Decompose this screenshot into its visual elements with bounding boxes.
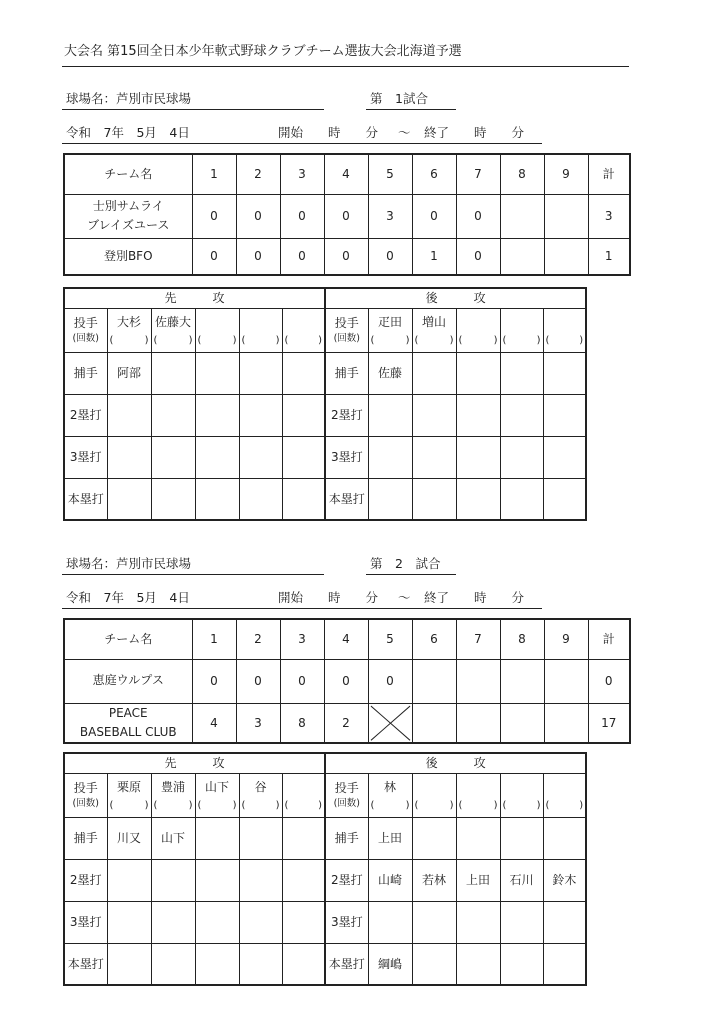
pitcher-row [64, 308, 586, 352]
pitcher-name [413, 778, 456, 798]
inning-score: 0 [456, 238, 500, 275]
pitcher-label-text: 投手 [73, 315, 98, 330]
venue-underline [62, 574, 324, 575]
innings-paren: ( ) [284, 799, 323, 811]
inning-header-2: 2 [236, 154, 280, 194]
player-cell: 山崎 [368, 859, 412, 901]
team-name-header: チーム名 [64, 619, 192, 659]
innings-paren: ( ) [153, 334, 193, 346]
double-label: 2塁打 [325, 859, 368, 901]
date-underline [62, 143, 542, 144]
top-team-label: 先 攻 [64, 288, 325, 308]
player-cell: 川又 [107, 817, 151, 859]
inning-score: 1 [412, 238, 456, 275]
player-cell [107, 394, 151, 436]
inning-header-1: 1 [192, 619, 236, 659]
triple-label: 3塁打 [325, 901, 368, 943]
player-cell [107, 901, 151, 943]
start-time: 開始 時 分 [278, 590, 379, 605]
inning-score: 0 [192, 659, 236, 703]
catcher-label: 捕手 [325, 352, 368, 394]
player-cell [543, 352, 586, 394]
double-row [64, 859, 586, 901]
inning-score [500, 238, 544, 275]
pitcher-cell [239, 308, 282, 352]
player-cell [195, 478, 239, 520]
player-cell [543, 478, 586, 520]
player-cell [456, 478, 500, 520]
player-cell [500, 901, 543, 943]
end-time: 終了 時 分 [424, 590, 525, 605]
tournament-title: 大会名 第15回全日本少年軟式野球クラブチーム選抜大会北海道予選 [64, 44, 462, 59]
player-cell [282, 859, 325, 901]
inning-score: 0 [324, 194, 368, 238]
player-cell: 鈴木 [543, 859, 586, 901]
innings-paren: ( ) [545, 799, 584, 811]
inning-score: 4 [192, 703, 236, 743]
player-cell [239, 859, 282, 901]
player-cell [412, 817, 456, 859]
player-cell [412, 478, 456, 520]
inning-score [544, 703, 588, 743]
player-cell [412, 901, 456, 943]
x-mark-icon [369, 704, 412, 742]
player-cell [151, 436, 195, 478]
double-label: 2塁打 [325, 394, 368, 436]
homer-row [64, 478, 586, 520]
lineup-table [63, 752, 587, 986]
player-cell [282, 394, 325, 436]
innings-paren: ( ) [109, 799, 149, 811]
catcher-row [64, 817, 586, 859]
player-cell [195, 943, 239, 985]
player-cell: 石川 [500, 859, 543, 901]
pitcher-cell [195, 773, 239, 817]
inning-score [412, 703, 456, 743]
player-cell [195, 859, 239, 901]
team-total: 0 [588, 659, 630, 703]
player-cell [543, 901, 586, 943]
homer-label: 本塁打 [325, 943, 368, 985]
pitcher-cell [282, 308, 325, 352]
team-total: 3 [588, 194, 630, 238]
pitcher-name [501, 313, 543, 333]
player-cell [412, 352, 456, 394]
inning-score: 0 [324, 238, 368, 275]
team-name: PEACE BASEBALL CLUB [64, 703, 192, 743]
scoreboard-table [63, 618, 631, 744]
pitcher-name: 林 [384, 779, 397, 794]
player-cell [239, 394, 282, 436]
inning-score: 0 [192, 194, 236, 238]
pitcher-cell [500, 773, 543, 817]
player-cell [151, 901, 195, 943]
pitcher-label [64, 773, 107, 817]
player-cell: 佐藤 [368, 352, 412, 394]
player-cell [500, 943, 543, 985]
player-cell [195, 352, 239, 394]
pitcher-label-text: 投手 [334, 780, 359, 795]
venue-label: 球場名：芦別市民球場 [66, 91, 192, 106]
innings-label-text: (回数) [72, 797, 99, 809]
inning-header-8: 8 [500, 154, 544, 194]
pitcher-label [325, 773, 368, 817]
player-cell [239, 436, 282, 478]
player-cell [500, 478, 543, 520]
player-cell [456, 901, 500, 943]
team-total: 17 [588, 703, 630, 743]
pitcher-name: 栗原 [116, 779, 141, 794]
player-cell [368, 394, 412, 436]
player-cell [368, 478, 412, 520]
inning-score [500, 194, 544, 238]
triple-row [64, 901, 586, 943]
venue-underline [62, 109, 324, 110]
team-name: 登別BFO [64, 238, 192, 275]
player-cell [500, 352, 543, 394]
total-header: 計 [588, 154, 630, 194]
pitcher-name [457, 778, 500, 798]
pitcher-label-text: 投手 [73, 780, 98, 795]
player-cell [239, 478, 282, 520]
player-cell [195, 901, 239, 943]
player-cell [412, 943, 456, 985]
player-cell [282, 817, 325, 859]
innings-paren: ( ) [284, 334, 323, 346]
pitcher-cell [412, 773, 456, 817]
pitcher-name: 佐藤大 [154, 314, 191, 329]
pitcher-name: 大杉 [116, 314, 141, 329]
pitcher-cell [500, 308, 543, 352]
inning-score [456, 703, 500, 743]
inning-header-4: 4 [324, 619, 368, 659]
inning-score [412, 659, 456, 703]
player-cell [543, 817, 586, 859]
innings-paren: ( ) [370, 334, 410, 346]
player-cell [282, 943, 325, 985]
pitcher-name [544, 778, 586, 798]
inning-score: 0 [368, 238, 412, 275]
player-cell [543, 394, 586, 436]
player-cell: 山下 [151, 817, 195, 859]
player-cell [107, 436, 151, 478]
pitcher-name: 疋田 [378, 314, 403, 329]
pitcher-cell [151, 773, 195, 817]
pitcher-name: 豊浦 [160, 779, 185, 794]
player-cell: 若林 [412, 859, 456, 901]
player-cell [456, 943, 500, 985]
innings-label-text: (回数) [333, 797, 360, 809]
innings-paren: ( ) [458, 334, 498, 346]
innings-paren: ( ) [241, 334, 280, 346]
innings-paren: ( ) [458, 799, 498, 811]
inning-header-6: 6 [412, 154, 456, 194]
pitcher-name [283, 313, 325, 333]
player-cell [151, 394, 195, 436]
innings-paren: ( ) [502, 334, 541, 346]
inning-score: 2 [324, 703, 368, 743]
innings-paren: ( ) [502, 799, 541, 811]
player-cell [195, 817, 239, 859]
pitcher-name: 増山 [422, 314, 447, 329]
player-cell [195, 436, 239, 478]
pitcher-cell [107, 308, 151, 352]
pitcher-name [283, 778, 325, 798]
inning-header-6: 6 [412, 619, 456, 659]
player-cell [456, 436, 500, 478]
score-header-row [64, 154, 630, 194]
inning-score: 0 [192, 238, 236, 275]
player-cell [151, 478, 195, 520]
pitcher-cell [543, 773, 586, 817]
player-cell [500, 394, 543, 436]
title-underline [62, 66, 629, 67]
catcher-label: 捕手 [325, 817, 368, 859]
player-cell [151, 859, 195, 901]
bottom-team-label: 後 攻 [325, 288, 586, 308]
inning-score: 0 [456, 194, 500, 238]
inning-header-7: 7 [456, 619, 500, 659]
inning-header-9: 9 [544, 154, 588, 194]
team-row [64, 194, 630, 238]
inning-score [500, 659, 544, 703]
homer-label: 本塁打 [64, 478, 107, 520]
player-cell [368, 436, 412, 478]
inning-score: 3 [368, 194, 412, 238]
inning-header-3: 3 [280, 154, 324, 194]
player-cell [151, 352, 195, 394]
double-label: 2塁打 [64, 859, 107, 901]
player-cell [195, 394, 239, 436]
innings-paren: ( ) [414, 334, 454, 346]
player-cell [239, 817, 282, 859]
inning-header-1: 1 [192, 154, 236, 194]
player-cell [107, 859, 151, 901]
lineup-table [63, 287, 587, 521]
player-cell [239, 352, 282, 394]
catcher-label: 捕手 [64, 817, 107, 859]
catcher-label: 捕手 [64, 352, 107, 394]
time-separator: ～ [398, 590, 411, 605]
team-row [64, 659, 630, 703]
inning-header-4: 4 [324, 154, 368, 194]
player-cell [543, 943, 586, 985]
team-total: 1 [588, 238, 630, 275]
game-number: 第 1試合 [370, 91, 428, 106]
inning-score: 0 [236, 194, 280, 238]
homer-label: 本塁打 [64, 943, 107, 985]
inning-score: 0 [368, 659, 412, 703]
team-row [64, 703, 630, 743]
player-cell [368, 901, 412, 943]
triple-label: 3塁打 [325, 436, 368, 478]
pitcher-cell [456, 308, 500, 352]
inning-score: 0 [324, 659, 368, 703]
player-cell [107, 943, 151, 985]
pitcher-name: 山下 [204, 779, 229, 794]
pitcher-label [325, 308, 368, 352]
pitcher-name [501, 778, 543, 798]
inning-score: 0 [280, 238, 324, 275]
innings-paren: ( ) [241, 799, 280, 811]
player-cell [412, 394, 456, 436]
inning-score [500, 703, 544, 743]
lineup-header-row [64, 288, 586, 308]
innings-paren: ( ) [153, 799, 193, 811]
inning-header-3: 3 [280, 619, 324, 659]
inning-header-7: 7 [456, 154, 500, 194]
pitcher-cell [151, 308, 195, 352]
score-header-row [64, 619, 630, 659]
player-cell [151, 943, 195, 985]
player-cell [543, 436, 586, 478]
innings-paren: ( ) [109, 334, 149, 346]
pitcher-label [64, 308, 107, 352]
player-cell: 上田 [456, 859, 500, 901]
inning-header-8: 8 [500, 619, 544, 659]
pitcher-cell [107, 773, 151, 817]
game-date: 令和 7年 5月 4日 [66, 125, 190, 140]
player-cell: 上田 [368, 817, 412, 859]
player-cell [500, 436, 543, 478]
pitcher-name [544, 313, 586, 333]
player-cell [282, 352, 325, 394]
homer-label: 本塁打 [325, 478, 368, 520]
scoreboard-table [63, 153, 631, 276]
end-time: 終了 時 分 [424, 125, 525, 140]
pitcher-cell [282, 773, 325, 817]
total-header: 計 [588, 619, 630, 659]
inning-score: 0 [280, 659, 324, 703]
inning-header-9: 9 [544, 619, 588, 659]
pitcher-name [196, 313, 239, 333]
inning-score: 0 [236, 238, 280, 275]
double-label: 2塁打 [64, 394, 107, 436]
player-cell: 阿部 [107, 352, 151, 394]
innings-paren: ( ) [545, 334, 584, 346]
inning-score: 8 [280, 703, 324, 743]
pitcher-name [457, 313, 500, 333]
inning-score [544, 238, 588, 275]
pitcher-cell [543, 308, 586, 352]
triple-label: 3塁打 [64, 901, 107, 943]
pitcher-cell [239, 773, 282, 817]
innings-paren: ( ) [414, 799, 454, 811]
pitcher-cell [195, 308, 239, 352]
top-team-label: 先 攻 [64, 753, 325, 773]
player-cell [500, 817, 543, 859]
inning-score: 0 [280, 194, 324, 238]
catcher-row [64, 352, 586, 394]
player-cell [412, 436, 456, 478]
player-cell [456, 352, 500, 394]
team-name: 恵庭ウルプス [64, 659, 192, 703]
player-cell [107, 478, 151, 520]
player-cell [282, 436, 325, 478]
game-number-underline [366, 574, 456, 575]
player-cell [456, 817, 500, 859]
player-cell [239, 943, 282, 985]
game-number: 第 2 試合 [370, 556, 441, 571]
start-time: 開始 時 分 [278, 125, 379, 140]
pitcher-label-text: 投手 [334, 315, 359, 330]
inning-score [544, 659, 588, 703]
inning-header-5: 5 [368, 154, 412, 194]
player-cell [282, 478, 325, 520]
inning-score: 0 [236, 659, 280, 703]
time-separator: ～ [398, 125, 411, 140]
inning-header-2: 2 [236, 619, 280, 659]
inning-header-5: 5 [368, 619, 412, 659]
x-mark [368, 703, 412, 743]
player-cell [239, 901, 282, 943]
pitcher-cell [368, 308, 412, 352]
pitcher-cell [412, 308, 456, 352]
bottom-team-label: 後 攻 [325, 753, 586, 773]
triple-label: 3塁打 [64, 436, 107, 478]
lineup-header-row [64, 753, 586, 773]
venue-label: 球場名：芦別市民球場 [66, 556, 192, 571]
pitcher-cell [368, 773, 412, 817]
triple-row [64, 436, 586, 478]
inning-score [456, 659, 500, 703]
player-cell [456, 394, 500, 436]
team-name: 士別サムライ ブレイズユース [64, 194, 192, 238]
pitcher-name: 谷 [254, 779, 267, 794]
game-date: 令和 7年 5月 4日 [66, 590, 190, 605]
team-name-header: チーム名 [64, 154, 192, 194]
pitcher-cell [456, 773, 500, 817]
pitcher-row [64, 773, 586, 817]
date-underline [62, 608, 542, 609]
pitcher-name [240, 313, 282, 333]
innings-label-text: (回数) [72, 332, 99, 344]
innings-paren: ( ) [197, 334, 237, 346]
inning-score: 0 [412, 194, 456, 238]
homer-row [64, 943, 586, 985]
innings-paren: ( ) [197, 799, 237, 811]
innings-paren: ( ) [370, 799, 410, 811]
player-cell: 綱嶋 [368, 943, 412, 985]
player-cell [282, 901, 325, 943]
innings-label-text: (回数) [333, 332, 360, 344]
inning-score [544, 194, 588, 238]
game-number-underline [366, 109, 456, 110]
inning-score: 3 [236, 703, 280, 743]
team-row [64, 238, 630, 275]
double-row [64, 394, 586, 436]
